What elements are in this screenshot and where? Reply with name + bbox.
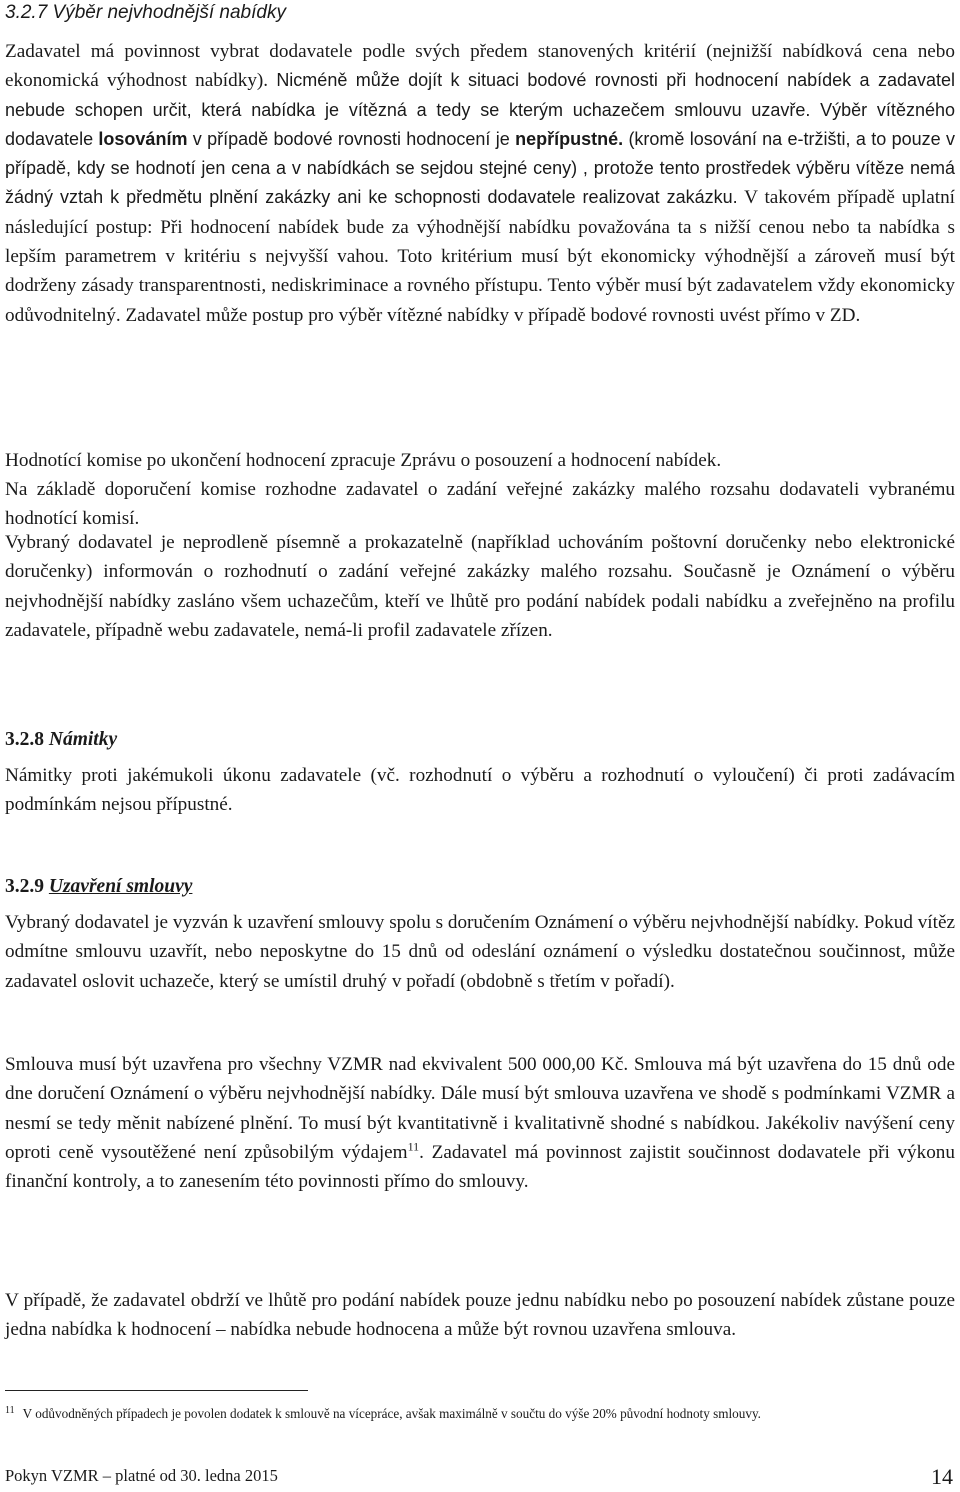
text-span: (kromě losování na e-tržišti, a to pouze v případě, kdy se hodnotí jen cena a v nabídkách se sejdou stejné ceny) , protože tento prostředek výběru vítěze nemá žádný vztah k předmětu plnění zakázky ani ke schopnosti dodavatele realizovat zakázku.: [5, 128, 955, 208]
footnote: [5, 1402, 955, 1426]
paragraph-single-offer: V případě, že zadavatel obdrží ve lhůtě pro podání nabídek pouze jednu nabídku nebo po posouzení nabídek zůstane pouze jedna nabídka k hodnocení – nabídka nebude hodnocena a může být rovnou uzavřena smlouva.: [5, 1290, 955, 1341]
paragraph-selection-criteria: [5, 37, 955, 330]
footnote-separator: [5, 1390, 308, 1391]
text-span: Zadavatel má povinnost vybrat dodavatele podle svých předem stanovených kritérií (nejnižší nabídková cena nebo ekonomická výhodnost nabídky).: [5, 41, 955, 92]
text-span: v případě bodové rovnosti hodnocení je: [187, 128, 516, 149]
footnote-reference[interactable]: 11: [407, 1139, 420, 1154]
footnote-text: V odůvodněných případech je povolen dodatek k smlouvě na vícepráce, avšak maximálně v součtu do výše 20% původní hodnoty smlouvy.: [22, 1406, 761, 1421]
section-heading-3-2-7: 3.2.7 Výběr nejvhodnější nabídky: [5, 2, 286, 23]
section-number: 3.2.8: [5, 729, 49, 750]
paragraph-contract-invitation: Vybraný dodavatel je vyzván k uzavření smlouvy spolu s doručením Oznámení o výběru nejvhodnější nabídky. Pokud vítěz odmítne smlouvu uzavřít, nebo neposkytne do 15 dnů od odeslání oznámení o výsledku dostatečnou součinnost, může zadavatel oslovit uchazeče, který se umístil druhý v pořadí (obdobně s třetím v pořadí).: [5, 912, 955, 992]
text-span: Smlouva musí být uzavřena pro všechny VZMR nad ekvivalent 500 000,00 Kč. Smlouva má být uzavřena do 15 dnů ode dne doručení Oznámení o výběru nejvhodnější nabídky. Dále musí být smlouva uzavřena ve shodě s podmínkami VZMR a nesmí se tedy měnit nabízené plnění. To musí být kvantitativně i kvalitativně shodné s nabídkou. Jakékoliv navýšení ceny oproti ceně vysoutěžené není způsobilým výdajem: [5, 1054, 955, 1163]
text-span: V takovém případě uplatní následující postup: Při hodnocení nabídek bude za výhodnější nabídku považována ta s nižší cenou nebo ta nabídka s lepším parametrem v kritériu s nejvyšší vahou. Toto kritérium musí být ekonomicky výhodnější a zároveň musí být dodrženy zásady transparentnosti, nediskriminace a rovného přístupu. Tento výběr musí být zadavatelem vždy ekonomicky odůvodnitelný. Zadavatel může postup pro výběr vítězné nabídky v případě bodové rovnosti uvést přímo v ZD.: [5, 187, 955, 326]
page-number: 14: [931, 1464, 953, 1489]
paragraph-contract-conditions: [5, 1050, 955, 1196]
text-span: Nicméně může dojít k situaci bodové rovnosti při hodnocení nabídek a zadavatel nebude schopen určit, která nabídka je vítězná a tedy se kterým uchazečem smlouvu uzavře. Výběr vítězného dodavatele: [5, 70, 956, 149]
paragraph-objections: Námitky proti jakémukoli úkonu zadavatele (vč. rozhodnutí o výběru a rozhodnutí o vyloučení) či proti zadávacím podmínkám nejsou přípustné.: [5, 765, 955, 816]
bold-text: losováním: [98, 128, 188, 149]
section-heading-3-2-9: [5, 873, 192, 901]
paragraph-evaluation-report: Hodnotící komise po ukončení hodnocení zpracuje Zprávu o posouzení a hodnocení nabídek.: [5, 450, 722, 471]
page-footer: Pokyn VZMR – platné od 30. ledna 2015: [5, 1466, 278, 1485]
footnote-number: 11: [5, 1404, 15, 1416]
text-span: . Zadavatel má povinnost zajistit součinnost dodavatele při výkonu finanční kontroly, a to zanesením této povinnosti přímo do smlouvy.: [5, 1141, 955, 1193]
section-heading-3-2-8: [5, 726, 117, 754]
paragraph-award-decision: Na základě doporučení komise rozhodne zadavatel o zadání veřejné zakázky malého rozsahu dodavateli vybranému hodnotící komisí.: [5, 479, 955, 530]
paragraph-notification: Vybraný dodavatel je neprodleně písemně a prokazatelně (například uchováním poštovní doručenky nebo elektronické doručenky) informován o rozhodnutí o zadání veřejné zakázky malého rozsahu. Současně je Oznámení o výběru nejvhodnější nabídky zasláno všem uchazečům, kteří ve lhůtě pro podání nabídek podali nabídku a zveřejněno na profilu zadavatele, případně webu zadavatele, nemá-li profil zadavatele zřízen.: [5, 532, 955, 641]
section-title: Uzavření smlouvy: [48, 876, 193, 897]
section-title: Námitky: [48, 729, 118, 750]
section-number: 3.2.9: [5, 876, 49, 897]
bold-text: nepřípustné.: [515, 128, 624, 149]
